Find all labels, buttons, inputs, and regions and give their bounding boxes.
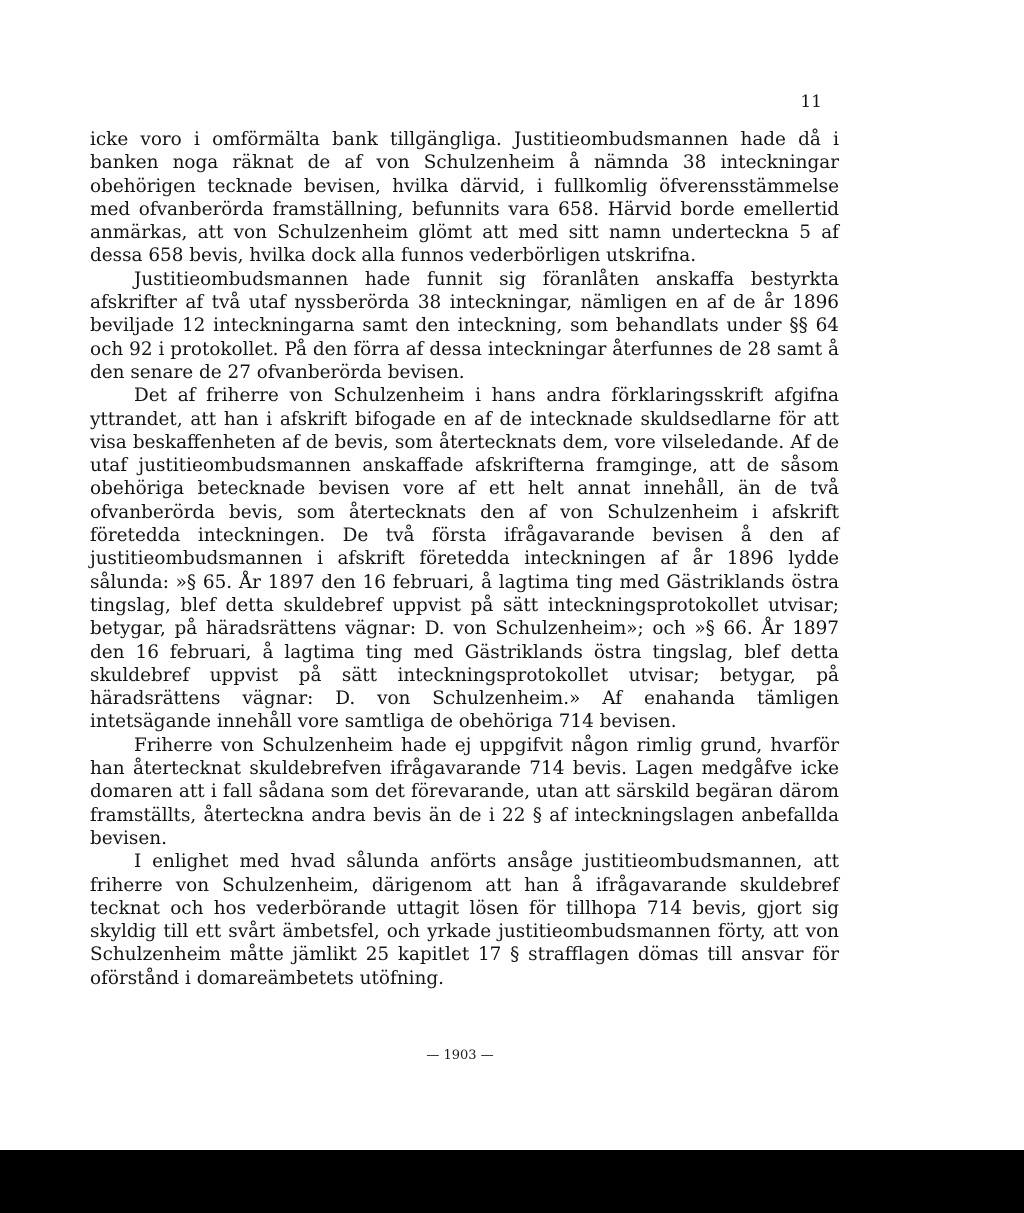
body-text: [90, 128, 839, 990]
paragraph-4: Friherre von Schulzenheim hade ej uppgifvit någon rimlig grund, hvarför han återtecknat skuldebrefven ifrågavarande 714 bevis. Lagen medgåfve icke domaren att i fall sådana som det förevarande, utan att särskild begäran därom framställts, återteckna andra bevis än de i 22 § af inteckningslagen anbefallda bevisen.: [90, 734, 839, 849]
footer-year-mark: — 1903 —: [426, 1048, 494, 1063]
paragraph-1: icke voro i omförmälta bank tillgängliga. Justitieombudsmannen hade då i banken noga räknat de af von Schulzenheim å nämnda 38 inteckningar obehörigen tecknade bevisen, hvilka därvid, i fullkomlig öfverensstämmelse med ofvanberörda framställning, befunnits vara 658. Härvid borde emellertid anmärkas, att von Schulzenheim glömt att med sitt namn underteckna 5 af dessa 658 bevis, hvilka dock alla funnos vederbörligen utskrifna.: [90, 129, 839, 267]
paragraph-2: Justitieombudsmannen hade funnit sig föranlåten anskaffa bestyrkta afskrifter af två utaf nyssberörda 38 inteckningar, nämligen en af de år 1896 beviljade 12 inteckningarna samt den inteckning, som behandlats under §§ 64 och 92 i protokollet. På den förra af dessa inteckningar återfunnes de 28 samt å den senare de 27 ofvanberörda bevisen.: [90, 268, 839, 383]
bottom-dark-margin: [0, 1150, 1024, 1213]
paragraph-5: I enlighet med hvad sålunda anförts ansåge justitieombudsmannen, att friherre von Schulzenheim, därigenom att han å ifrågavarande skuldebref tecknat och hos vederbörande uttagit lösen för tillhopa 714 bevis, gjort sig skyldig till ett svårt ämbetsfel, och yrkade justitieombudsmannen förty, att von Schulzenheim måtte jämlikt 25 kapitlet 17 § strafflagen dömas till ansvar för oförstånd i domareämbetets utöfning.: [90, 851, 839, 989]
paragraph-3: Det af friherre von Schulzenheim i hans andra förklaringsskrift afgifna yttrandet, att han i afskrift bifogade en af de intecknade skuldsedlarne för att visa beskaffenheten af de bevis, som återtecknats dem, vore vilseledande. Af de utaf justitieombudsmannen anskaffade afskrifterna framginge, att de såsom obehöriga betecknade bevisen vore af ett helt annat innehåll, än de två ofvanberörda bevis, som återtecknats den af von Schulzenheim i afskrift företedda inteckningen. De två första ifrågavarande bevisen å den af justitieombudsmannen i afskrift företedda inteckningen af år 1896 lydde sålunda: »§ 65. År 1897 den 16 februari, å lagtima ting med Gästriklands östra tingslag, blef detta skuldebref uppvist på sätt inteckningsprotokollet utvisar; betygar, på häradsrättens vägnar: D. von Schulzenheim»; och »§ 66. År 1897 den 16 februari, å lagtima ting med Gästriklands östra tingslag, blef detta skuldebref uppvist på sätt inteckningsprotokollet utvisar; betygar, på häradsrättens vägnar: D. von Schulzenheim.» Af enahanda tämligen intetsägande innehåll vore samtliga de obehöriga 714 bevisen.: [90, 385, 839, 733]
page-number: 11: [800, 92, 822, 112]
